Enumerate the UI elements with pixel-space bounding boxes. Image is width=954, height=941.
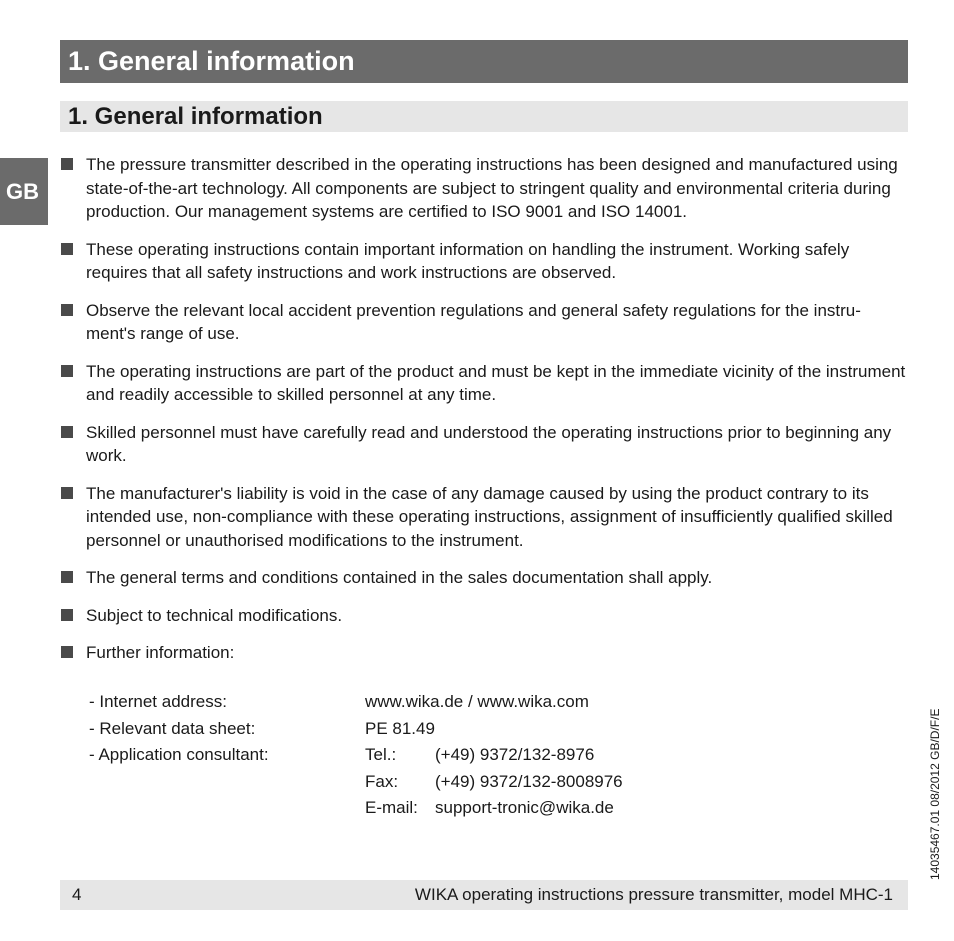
info-bullet-list [60, 153, 910, 669]
section-title: 1. General information [60, 101, 908, 132]
contact-table [89, 689, 623, 822]
list-item [60, 604, 910, 628]
fax-label: Fax: [365, 771, 399, 791]
bullet-square-icon [61, 243, 73, 255]
email-label: E-mail: [365, 798, 418, 818]
paragraph-text: Skilled personnel must have carefully read and understood the operating instructions prior to beginning any work. [86, 422, 892, 465]
bullet-square-icon [61, 365, 73, 377]
list-item [60, 360, 910, 407]
list-item [60, 566, 910, 590]
footer-doc-title: WIKA operating instructions pressure transmitter, model MHC-1 [414, 885, 893, 904]
bullet-square-icon [61, 487, 73, 499]
paragraph-text: The operating instructions are part of the product and must be kept in the immediate vicinity of the instrument and readily accessible to skilled personnel at any time. [86, 361, 906, 404]
chapter-title: 1. General information [60, 40, 908, 83]
bullet-square-icon [61, 304, 73, 316]
paragraph-text: Subject to technical modifications. [86, 605, 343, 625]
page-footer [60, 880, 908, 910]
table-row [89, 742, 623, 769]
table-row [89, 795, 623, 822]
paragraph-text: The general terms and conditions contained in the sales documentation shall apply. [86, 568, 713, 587]
further-info-heading: Further information: [86, 643, 235, 662]
table-row [89, 689, 623, 716]
email-value[interactable]: support-tronic@wika.de [435, 798, 614, 818]
list-item [60, 153, 910, 224]
paragraph-text: The manufacturer's liability is void in the case of any damage caused by using the product contrary to its intended use, non-compliance with these operating instructions, assignment of insufficiently qualified skilled personnel or unauthorised modifications to the instrument. [86, 483, 893, 550]
datasheet-value: PE 81.49 [365, 718, 435, 738]
bullet-square-icon [61, 609, 73, 621]
language-tab: GB [0, 158, 48, 225]
tel-value: (+49) 9372/132-8976 [435, 745, 595, 765]
table-row [89, 769, 623, 796]
page-number: 4 [72, 885, 82, 904]
document-reference: 14035467.01 08/2012 GB/D/F/E [928, 708, 942, 880]
list-item [60, 482, 910, 553]
bullet-square-icon [61, 158, 73, 170]
bullet-square-icon [61, 571, 73, 583]
paragraph-text: These operating instructions contain important information on handling the instrument. Working safely requires that all safety instructions and work instructions are observed. [86, 239, 850, 282]
fax-value: (+49) 9372/132-8008976 [435, 771, 623, 791]
paragraph-text: Observe the relevant local accident prevention regulations and general safety regulations for the instru-ment's range of use. [86, 300, 861, 343]
table-row [89, 716, 623, 743]
bullet-square-icon [61, 426, 73, 438]
tel-label: Tel.: [365, 745, 397, 765]
bullet-square-icon [61, 646, 73, 658]
contact-info-block [86, 689, 623, 822]
consultant-label: - Application consultant: [89, 745, 269, 765]
list-item [60, 421, 910, 468]
internet-value[interactable]: www.wika.de / www.wika.com [365, 692, 589, 712]
datasheet-label: - Relevant data sheet: [89, 718, 256, 738]
list-item [60, 238, 910, 285]
further-info-item [60, 641, 910, 665]
internet-label: - Internet address: [89, 692, 227, 712]
paragraph-text: The pressure transmitter described in the operating instructions has been designed and manufactured using state-of-the-art technology. All components are subject to stringent quality and environmental criteria during production. Our management systems are certified to ISO 9001 and ISO 14001. [86, 155, 898, 221]
list-item [60, 299, 910, 346]
